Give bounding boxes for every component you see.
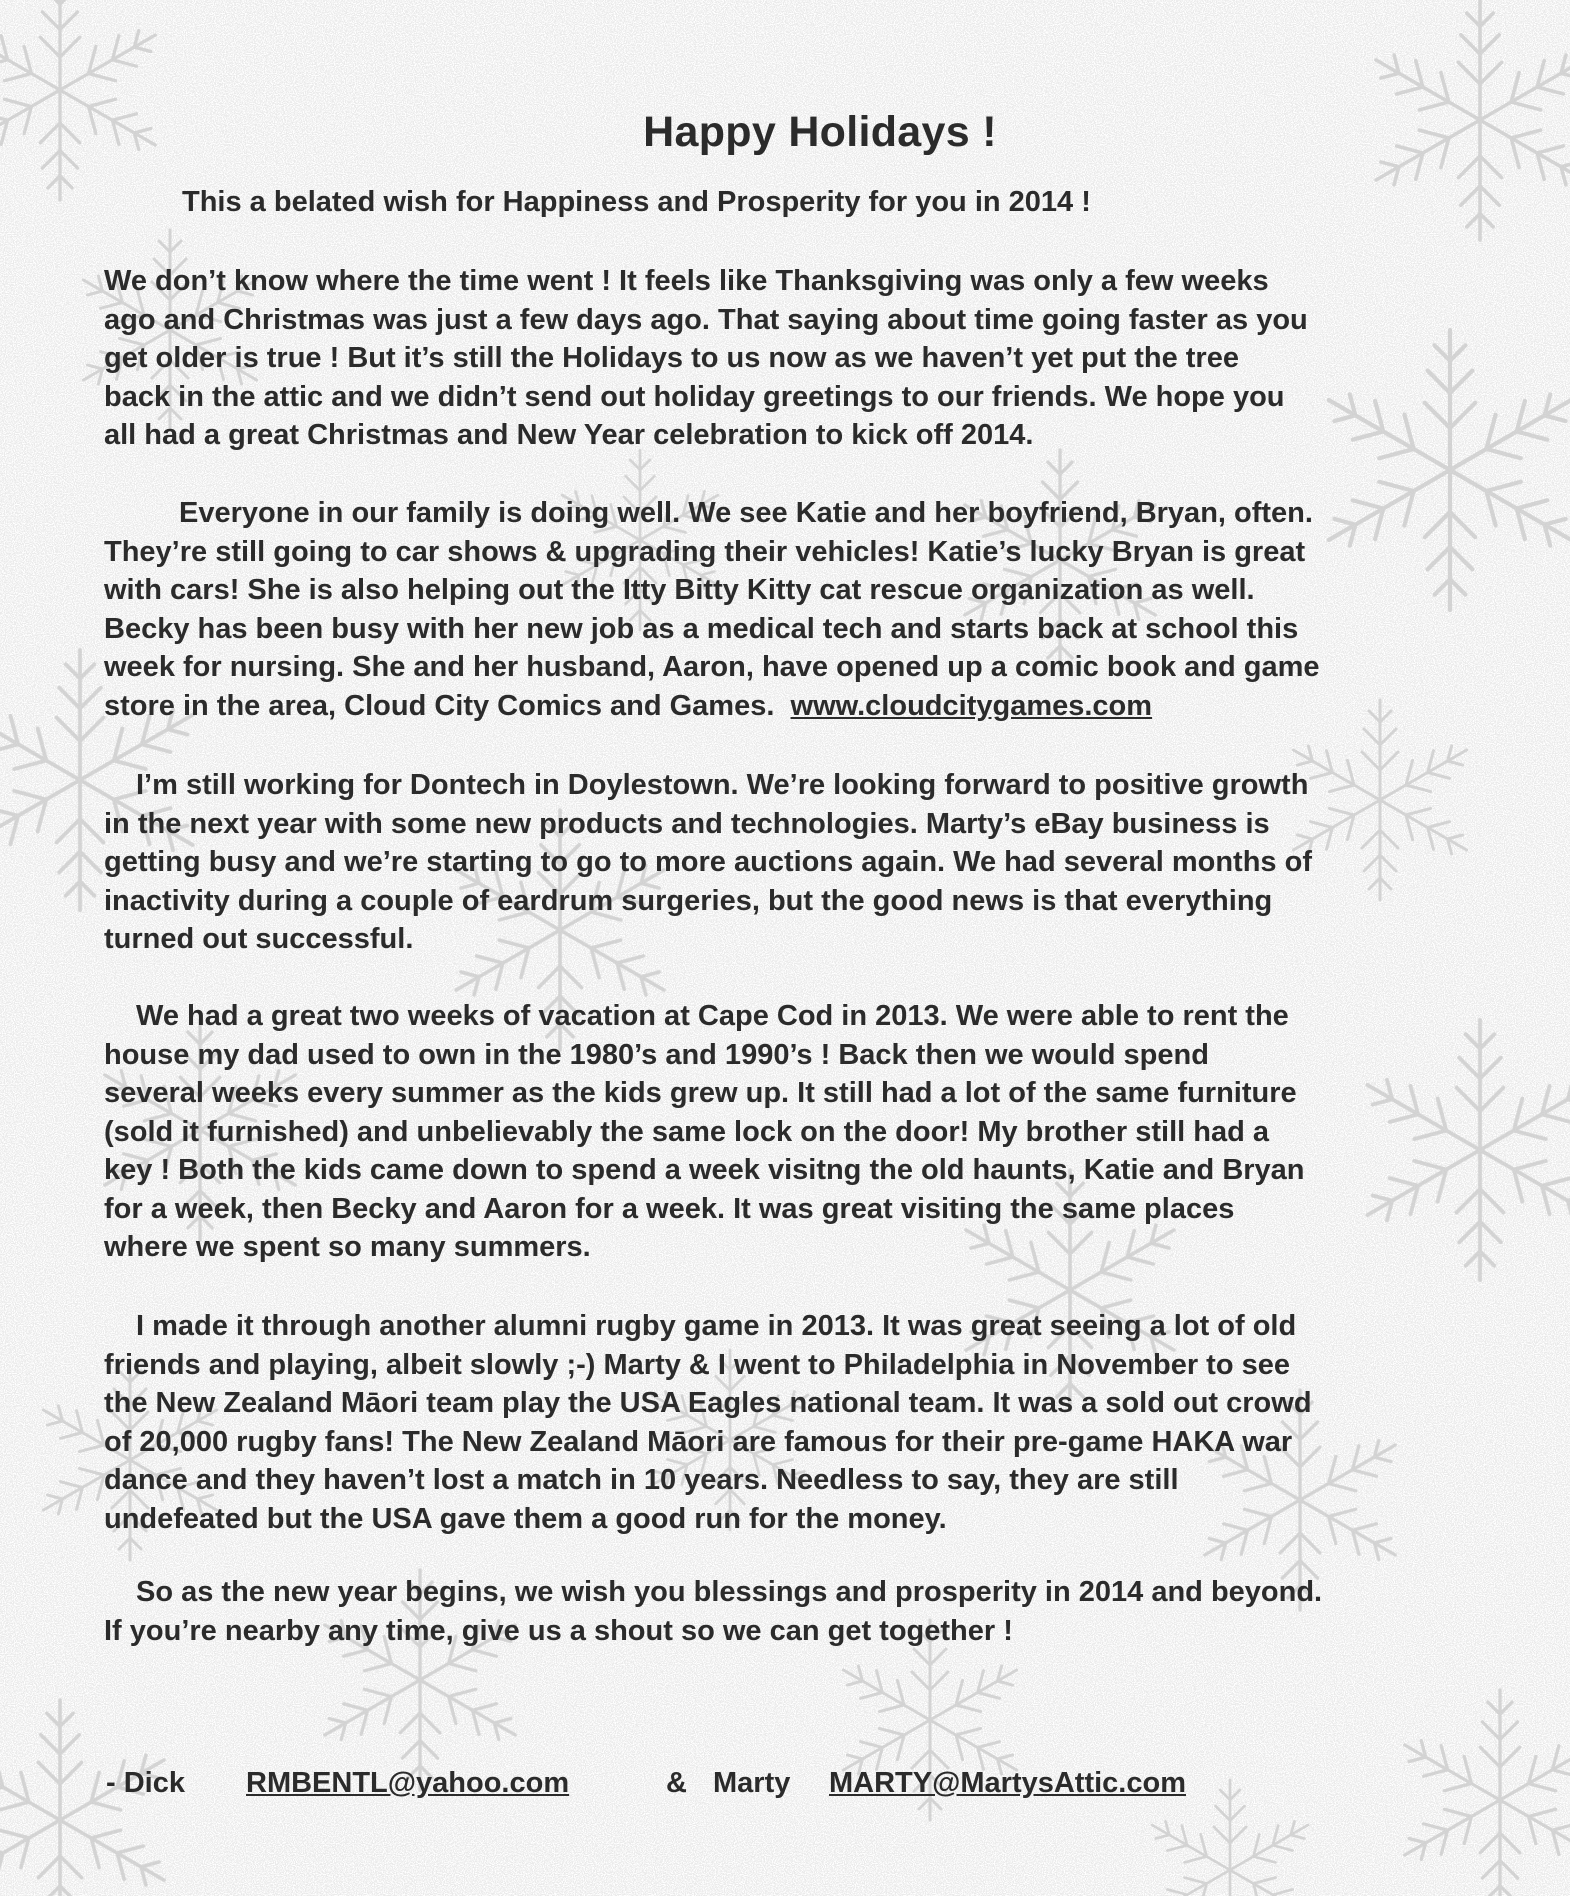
text-line: all had a great Christmas and New Year celebration to kick off 2014.	[104, 419, 1034, 451]
text-line: Becky has been busy with her new job as a medical tech and starts back at school this	[104, 612, 1299, 645]
text-line: ago and Christmas was just a few days ago. That saying about time going faster as you	[104, 303, 1308, 336]
text-line: week for nursing. She and her husband, Aaron, have opened up a comic book and game	[104, 651, 1320, 683]
website-link[interactable]: www.cloudcitygames.com	[790, 689, 1153, 722]
text-line: get older is true ! But it’s still the Holidays to us now as we haven’t yet put the tree	[104, 342, 1239, 374]
text-fragment: store in the area, Cloud City Comics and Games.	[104, 689, 775, 722]
text-line: with cars! She is also helping out the Itty Bitty Kitty cat rescue organization as well.	[104, 574, 1255, 606]
text-line: the New Zealand Māori team play the USA Eagles national team. It was a sold out crowd	[104, 1387, 1312, 1419]
text-line: (sold it furnished) and unbelievably the same lock on the door! My brother still had a	[104, 1115, 1269, 1148]
text-line: If you’re nearby any time, give us a shout so we can get together !	[104, 1614, 1013, 1647]
paragraph-time	[104, 262, 1514, 455]
text-line: We had a great two weeks of vacation at Cape Cod in 2013. We were able to rent the	[136, 1000, 1289, 1032]
text-line: They’re still going to car shows & upgrading their vehicles! Katie’s lucky Bryan is great	[104, 535, 1306, 568]
text-line: Everyone in our family is doing well. We see Katie and her boyfriend, Bryan, often.	[179, 497, 1313, 529]
text-line: inactivity during a couple of eardrum surgeries, but the good news is that everything	[104, 884, 1273, 917]
text-line: back in the attic and we didn’t send out holiday greetings to our friends. We hope you	[104, 380, 1285, 413]
text-line: where we spent so many summers.	[104, 1231, 591, 1263]
paragraph-family	[104, 494, 1514, 725]
text-line: for a week, then Becky and Aaron for a week. It was great visiting the same places	[104, 1192, 1235, 1225]
signature-ampersand: &	[666, 1767, 687, 1799]
email-link-marty[interactable]: MARTY@MartysAttic.com	[829, 1767, 1186, 1799]
text-line: key ! Both the kids came down to spend a week visitng the old haunts, Katie and Bryan	[104, 1154, 1305, 1186]
paragraph-rugby	[104, 1307, 1514, 1538]
text-line	[104, 687, 1514, 726]
intro-line: This a belated wish for Happiness and Prosperity for you in 2014 !	[182, 186, 1091, 218]
text-line: undefeated but the USA gave them a good run for the money.	[104, 1502, 947, 1535]
paragraph-vacation	[104, 997, 1514, 1267]
text-line: turned out successful.	[104, 923, 414, 955]
text-line: So as the new year begins, we wish you blessings and prosperity in 2014 and beyond.	[136, 1576, 1323, 1608]
text-line: house my dad used to own in the 1980’s and 1990’s ! Back then we would spend	[104, 1038, 1209, 1071]
email-link-dick[interactable]: RMBENTL@yahoo.com	[246, 1767, 570, 1799]
paragraph-work	[104, 766, 1514, 959]
text-line: in the next year with some new products and technologies. Marty’s eBay business is	[104, 807, 1270, 840]
signature-name-marty: Marty	[713, 1767, 791, 1799]
text-line: We don’t know where the time went ! It feels like Thanksgiving was only a few weeks	[104, 265, 1269, 297]
text-line: getting busy and we’re starting to go to more auctions again. We had several months of	[104, 846, 1312, 878]
text-line: dance and they haven’t lost a match in 10 years. Needless to say, they are still	[104, 1464, 1179, 1496]
text-line: I made it through another alumni rugby game in 2013. It was great seeing a lot of old	[136, 1310, 1297, 1342]
paragraph-closing	[104, 1573, 1514, 1650]
text-line: friends and playing, albeit slowly ;-) Marty & I went to Philadelphia in November to see	[104, 1348, 1290, 1381]
text-line: I’m still working for Dontech in Doylestown. We’re looking forward to positive growth	[136, 769, 1309, 801]
text-line: several weeks every summer as the kids grew up. It still had a lot of the same furniture	[104, 1077, 1297, 1109]
letter-title: Happy Holidays !	[643, 108, 997, 156]
signature-name-dick: - Dick	[106, 1767, 185, 1799]
text-line: of 20,000 rugby fans! The New Zealand Māori are famous for their pre-game HAKA war	[104, 1425, 1293, 1458]
